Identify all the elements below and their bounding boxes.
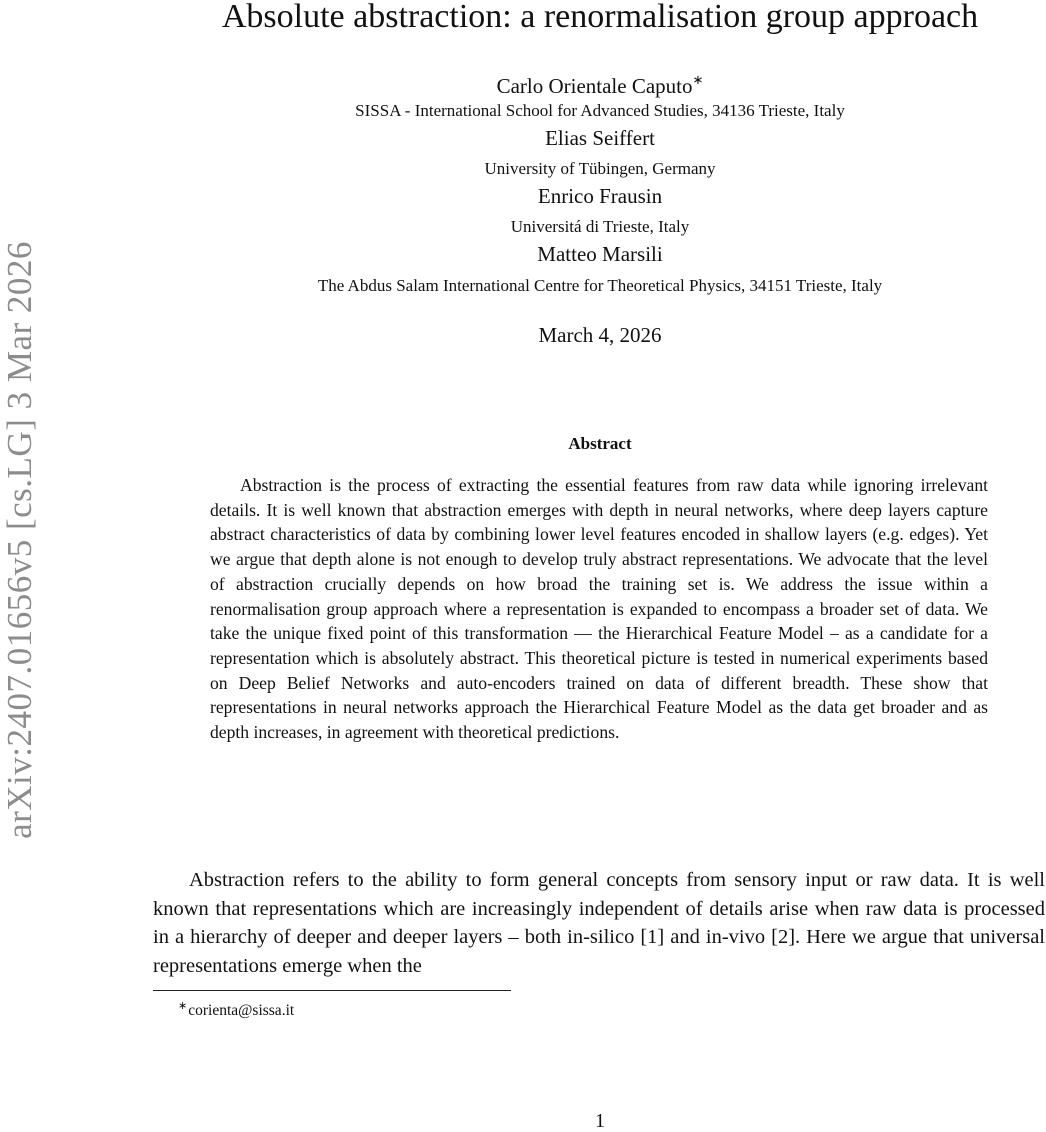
author-footnote-mark: ∗ <box>692 72 704 87</box>
page-number: 1 <box>595 1110 605 1132</box>
author-affiliation-2: University of Tübingen, Germany <box>484 159 716 178</box>
author-name-1 <box>150 68 1046 98</box>
footnote <box>178 996 294 1021</box>
abstract-heading: Abstract <box>568 434 632 453</box>
author-affiliation-3: Universitá di Trieste, Italy <box>510 217 690 236</box>
author-name-2: Elias Seiffert <box>545 126 655 150</box>
abstract-text: Abstraction is the process of extracting the essential features from raw data while ignoring irrelevant details. It is well known that abstraction emerges with depth in neural networks, where deep layers capture abstract characteristics of data by combining lower level features encoded in shallow layers (e.g. edges). Yet we argue that depth alone is not enough to develop truly abstract representations. We advocate that the level of abstraction crucially depends on how broad the training set is. We address the issue within a renormalisation group approach where a representation is expanded to encompass a broader set of data. We take the unique fixed point of this transformation — the Hierarchical Feature Model – as a candidate for a representation which is absolutely abstract. This theoretical picture is tested in numerical experiments based on Deep Belief Networks and auto-encoders trained on data of different breadth. These show that representations in neural networks approach the Hierarchical Feature Model as the data get broader and as depth increases, in agreement with theoretical predictions. <box>210 475 988 743</box>
paper-title: Absolute abstraction: a renormalisation group approach <box>221 0 979 35</box>
publication-date: March 4, 2026 <box>538 323 662 347</box>
author-name-4: Matteo Marsili <box>537 242 663 266</box>
footnote-mark: ∗ <box>178 1000 188 1012</box>
author-name-text: Carlo Orientale Caputo <box>496 74 693 98</box>
arxiv-identifier-stamp: arXiv:2407.01656v5 [cs.LG] 3 Mar 2026 <box>0 241 39 839</box>
author-name-3: Enrico Frausin <box>537 184 663 208</box>
author-affiliation-1: SISSA - International School for Advanced Studies, 34136 Trieste, Italy <box>355 101 845 120</box>
author-affiliation-4: The Abdus Salam International Centre for Theoretical Physics, 34151 Trieste, Italy <box>317 276 883 295</box>
footnote-email: corienta@sissa.it <box>188 1002 295 1019</box>
body-paragraph: Abstraction refers to the ability to form general concepts from sensory input or raw data. It is well known that representations which are increasingly independent of details arise when raw data is processed in a hierarchy of deeper and deeper layers – both in-silico [1] and in-vivo [2]. Here we argue that universal representations emerge when the <box>153 869 1045 977</box>
footnote-divider <box>153 990 511 991</box>
